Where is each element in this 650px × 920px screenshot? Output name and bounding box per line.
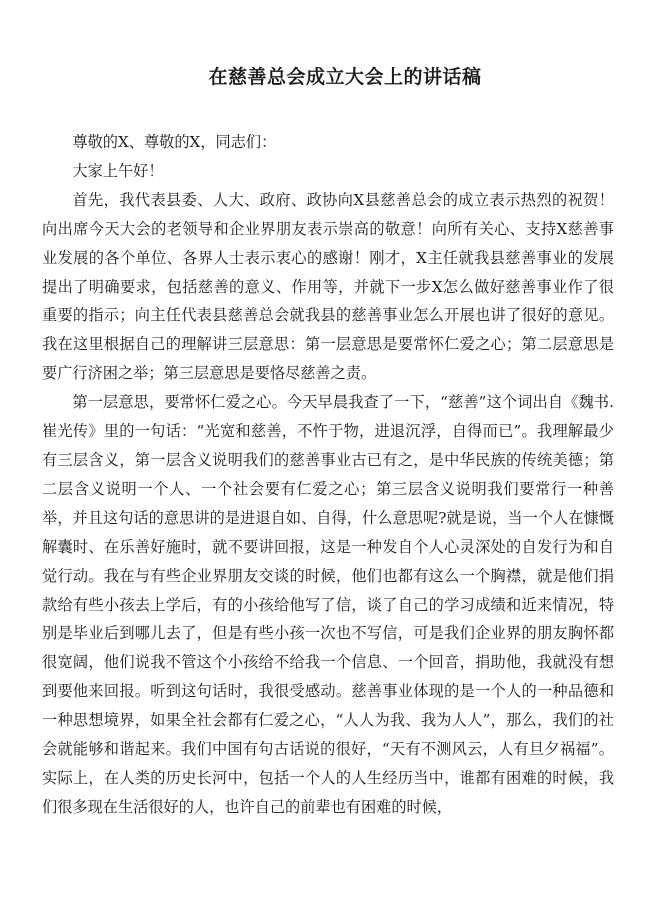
first-point-paragraph: 第一层意思，要常怀仁爱之心。今天早晨我查了一下，“慈善”这个词出自《魏书.崔光传》里的一句话：“光宽和慈善，不忤于物，进退沉浮，自得而已”。我理解最少有三层含义，第一层含义说明我们的慈善事业古已有之，是中华民族的传统美德；第二层含义说明一个人、一个社会要有仁爱之心；第三层含义说明我们要常行一种善举，并且这句话的意思讲的是进退自如、自得，什么意思呢?就是说，当一个人在慷慨解囊时、在乐善好施时，就不要讲回报，这是一种发自个人心灵深处的自发行为和自觉行动。我在与有些企业界朋友交谈的时候，他们也都有这么一个胸襟，就是他们捐款给有些小孩去上学后，有的小孩给他写了信，谈了自己的学习成绩和近来情况，特别是毕业后到哪儿去了，但是有些小孩一次也不写信，可是我们企业界的朋友胸怀都很宽阔，他们说我不管这个小孩给不给我一个信息、一个回音，捐助他，我就没有想到要他来回报。听到这句话时，我很受感动。慈善事业体现的是一个人的一种品德和一种思想境界，如果全社会都有仁爱之心，“人人为我、我为人人”，那么，我们的社会就能够和谐起来。我们中国有句古话说的很好，“天有不测风云，人有旦夕祸福”。实际上，在人类的历史长河中，包括一个人的人生经历当中，谁都有困难的时候，我们很多现在生活很好的人，也许自己的前辈也有困难的时候， bbox=[42, 393, 614, 816]
document-title: 在慈善总会成立大会上的讲话稿 bbox=[208, 66, 482, 88]
salutation-paragraph: 尊敬的X、尊敬的X，同志们： bbox=[72, 133, 277, 151]
intro-paragraph: 首先，我代表县委、人大、政府、政协向X县慈善总会的成立表示热烈的祝贺！向出席今天大会的老领导和企业界朋友表示崇高的敬意！向所有关心、支持X慈善事业发展的各个单位、各界人士表示衷心的感谢！刚才，X主任就我县慈善事业的发展提出了明确要求，包括慈善的意义、作用等，并就下一步X怎么做好慈善事业作了很重要的指示；向主任代表县慈善总会就我县的慈善事业怎么开展也讲了很好的意见。我在这里根据自己的理解讲三层意思：第一层意思是要常怀仁爱之心；第二层意思是要广行济困之举；第三层意思是要恪尽慈善之责。 bbox=[42, 190, 614, 383]
document-body bbox=[42, 128, 614, 822]
greeting-paragraph: 大家上午好！ bbox=[72, 161, 164, 180]
